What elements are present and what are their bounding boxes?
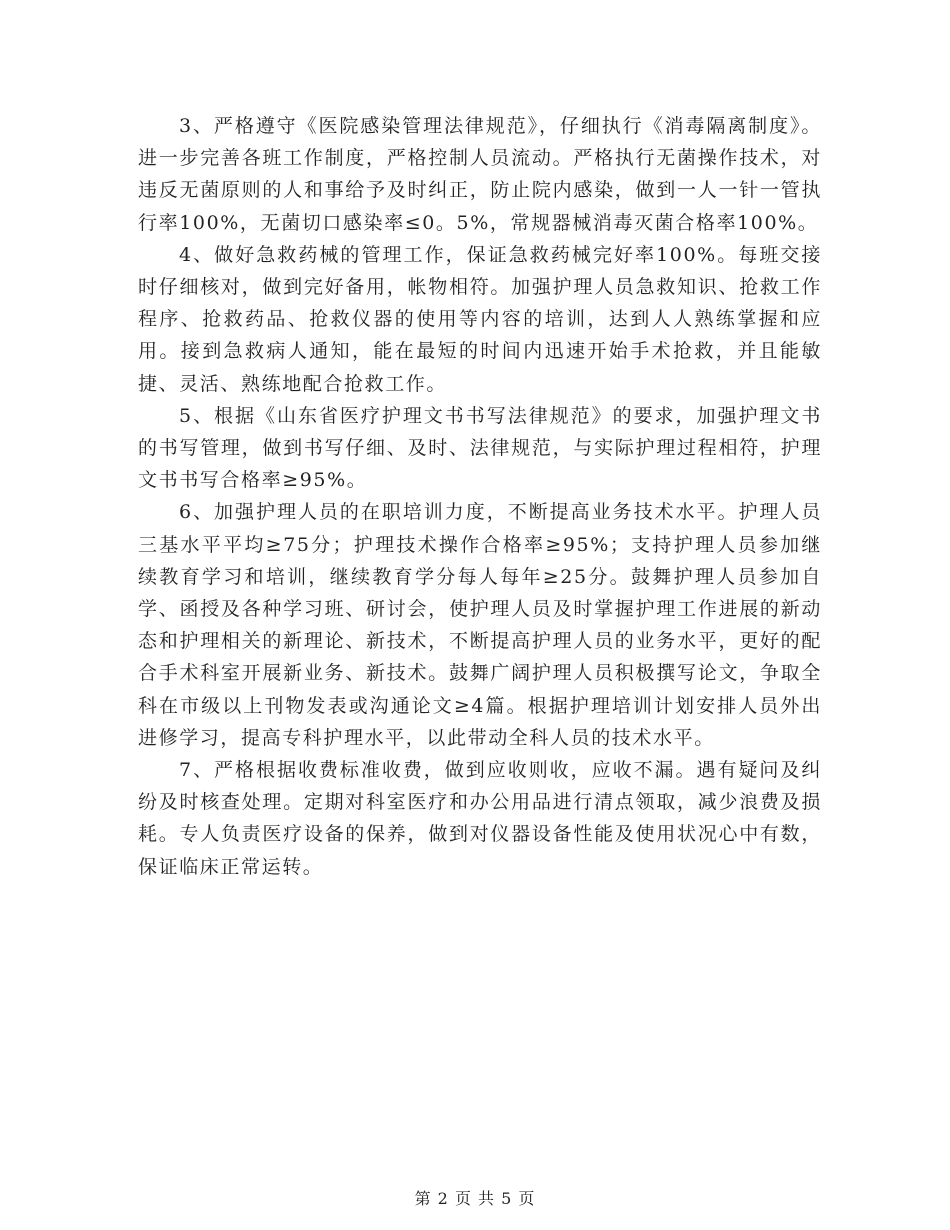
paragraph-item-7: 7、严格根据收费标准收费，做到应收则收，应收不漏。遇有疑问及纠纷及时核查处理。定期对科室医疗和办公用品进行清点领取，减少浪费及损耗。专人负责医疗设备的保养，做到对仪器设备性能及使用状况心中有数，保证临床正常运转。 [138,759,822,878]
paragraph-item-3: 3、严格遵守《医院感染管理法律规范》，仔细执行《消毒隔离制度》。进一步完善各班工作制度，严格控制人员流动。严格执行无菌操作技术，对违反无菌原则的人和事给予及时纠正，防止院内感染，做到一人一针一管执行率100%，无菌切口感染率≤0。5%，常规器械消毒灭菌合格率100%。 [138,115,822,234]
document-body [138,110,822,883]
paragraph-item-5: 5、根据《山东省医疗护理文书书写法律规范》的要求，加强护理文书的书写管理，做到书写仔细、及时、法律规范，与实际护理过程相符，护理文书书写合格率≥95%。 [138,404,822,492]
paragraph-item-6: 6、加强护理人员的在职培训力度，不断提高业务技术水平。护理人员三基水平平均≥75分；护理技术操作合格率≥95%；支持护理人员参加继续教育学习和培训，继续教育学分每人每年≥25分。鼓舞护理人员参加自学、函授及各种学习班、研讨会，使护理人员及时掌握护理工作进展的新动态和护理相关的新理论、新技术，不断提高护理人员的业务水平，更好的配合手术科室开展新业务、新技术。鼓舞广阔护理人员积极撰写论文，争取全科在市级以上刊物发表或沟通论文≥4篇。根据护理培训计划安排人员外出进修学习，提高专科护理水平，以此带动全科人员的技术水平。 [138,501,822,749]
paragraph-item-4: 4、做好急救药械的管理工作，保证急救药械完好率100%。每班交接时仔细核对，做到完好备用，帐物相符。加强护理人员急救知识、抢救工作程序、抢救药品、抢救仪器的使用等内容的培训，达到人人熟练掌握和应用。接到急救病人通知，能在最短的时间内迅速开始手术抢救，并且能敏捷、灵活、熟练地配合抢救工作。 [138,243,822,395]
page-footer: 第 2 页 共 5 页 [414,1189,536,1208]
